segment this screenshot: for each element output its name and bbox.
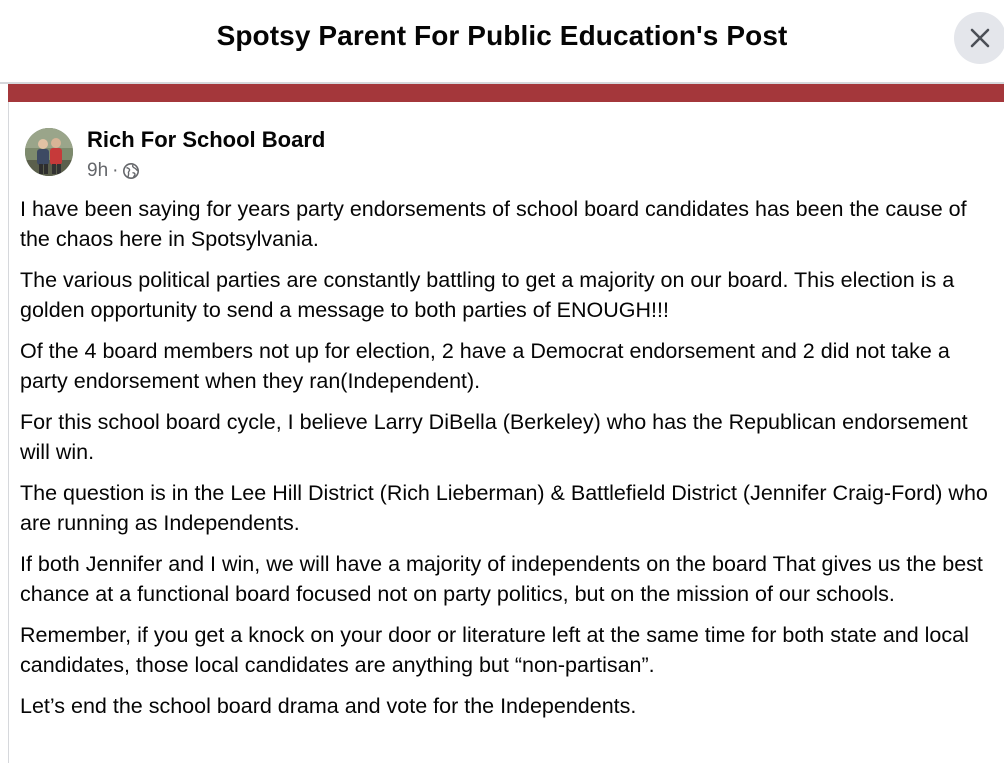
- close-icon: [968, 26, 992, 50]
- post-paragraph: The question is in the Lee Hill District (Rich Lieberman) & Battlefield District (Jennifer Craig-Ford) who are running as Independents.: [20, 481, 988, 535]
- post-paragraph: The various political parties are constantly battling to get a majority on our board. This election is a golden opportunity to send a message to both parties of ENOUGH!!!: [20, 268, 955, 322]
- post-paragraph: Let’s end the school board drama and vote for the Independents.: [20, 694, 637, 718]
- post-body: [20, 194, 998, 732]
- post-paragraph: I have been saying for years party endorsements of school board candidates has been the cause of the chaos here in Spotsylvania.: [20, 197, 967, 251]
- post-meta: [87, 160, 140, 182]
- author-avatar[interactable]: [25, 128, 73, 176]
- post-paragraph: Of the 4 board members not up for election, 2 have a Democrat endorsement and 2 did not take a party endorsement when they ran(Independent).: [20, 339, 950, 393]
- globe-icon[interactable]: [122, 162, 140, 180]
- post-paragraph: Remember, if you get a knock on your door or literature left at the same time for both state and local candidates, those local candidates are anything but “non-partisan”.: [20, 623, 969, 677]
- cover-image-strip: [8, 84, 1004, 102]
- dialog-header: [0, 0, 1004, 82]
- post-paragraph: For this school board cycle, I believe Larry DiBella (Berkeley) who has the Republican endorsement will win.: [20, 410, 968, 464]
- close-button[interactable]: [954, 12, 1004, 64]
- post-paragraph: If both Jennifer and I win, we will have a majority of independents on the board That gives us the best chance at a functional board focused not on party politics, but on the mission of our schools.: [20, 552, 983, 606]
- post-author[interactable]: Rich For School Board: [87, 127, 326, 152]
- post-timestamp[interactable]: 9h: [87, 160, 109, 181]
- meta-separator: ·: [112, 160, 119, 181]
- dialog-title: Spotsy Parent For Public Education's Post: [216, 20, 788, 51]
- avatar-photo: [25, 128, 73, 176]
